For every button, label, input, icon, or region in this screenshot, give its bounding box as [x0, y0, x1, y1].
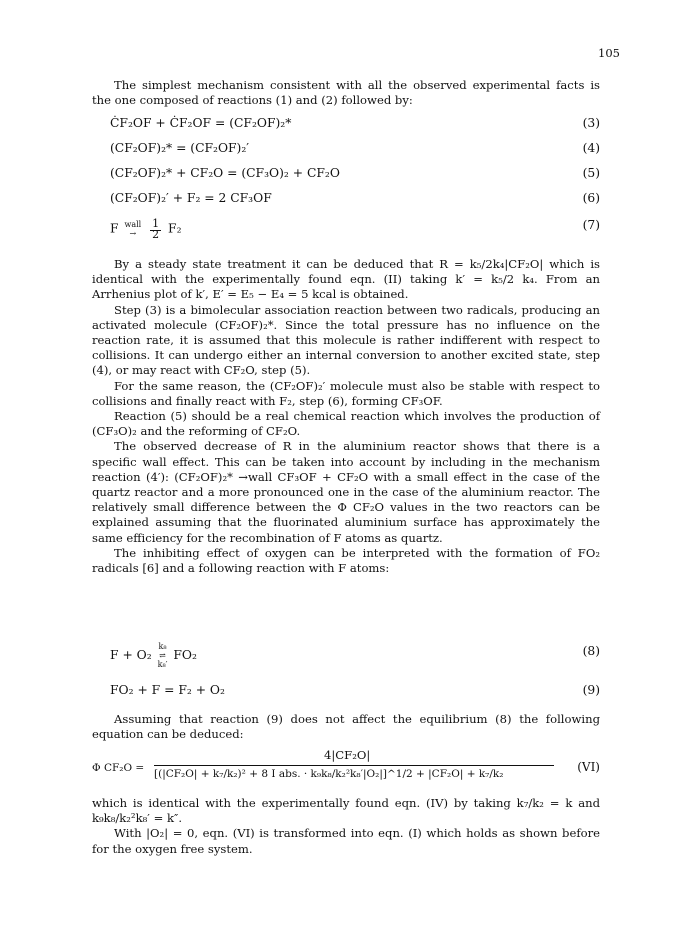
equation-vi: [92, 748, 600, 788]
wall-arrow: wall →: [124, 220, 142, 238]
reaction5-paragraph: Reaction (5) should be a real chemical reaction which involves the production of (CF₃O)₂ and the reforming of CF₂O.: [92, 409, 600, 439]
assuming-paragraph-block: [92, 712, 600, 742]
identical-paragraph: which is identical with the experimentally found eqn. (IV) by taking k₇/k₂ = k and k₉k₈/k₂²k₈′ = k″.: [92, 796, 600, 826]
reaction-3: [92, 116, 600, 134]
equation-vi-fraction-bar: [154, 765, 554, 766]
reaction-5: [92, 166, 600, 184]
reaction-8-right: FO₂: [173, 648, 197, 662]
reaction-7-frac-num: 1: [152, 217, 160, 230]
reaction-7-left: F: [110, 221, 119, 236]
equation-vi-denominator: [(|CF₂O| + k₇/k₂)² + 8 I abs. · k₉k₈/k₂²k₈′|O₂|]^1/2 + |CF₂O| + k₇/k₂: [154, 768, 504, 780]
reaction-7: [92, 214, 600, 244]
steady-state-paragraph: By a steady state treatment it can be deduced that R = k₅/2k₄|CF₂O| which is identical with the experimentally found eqn. (II) taking k′ = k₅/2 k₄. From an Arrhenius plot of k′, E′ = E₅ − E₄ = 5 kcal is obtained.: [92, 257, 600, 302]
reaction-8-k-bottom: k₈′: [157, 660, 168, 669]
reaction-7-right: F₂: [168, 221, 182, 236]
reaction-3-text: ĊF₂OF + ĊF₂OF = (CF₂OF)₂*: [110, 116, 292, 130]
step3-paragraph: Step (3) is a bimolecular association reaction between two radicals, producing an activated molecule (CF₂OF)₂*. Since the total pressure has no influence on the reaction rate, it is assumed that this molecule is rather indifferent with respect to collisions. It can undergo either an internal conversion to another excited state, step (4), or may react with CF₂O, step (5).: [92, 302, 600, 378]
with-o2-paragraph: With |O₂| = 0, eqn. (VI) is transformed into eqn. (I) which holds as shown before for the oxygen free system.: [92, 826, 600, 856]
reaction-8-k-top: k₈: [158, 642, 167, 651]
reaction-9-number: (9): [582, 683, 600, 697]
assuming-paragraph: Assuming that reaction (9) does not affect the equilibrium (8) the following equation can be deduced:: [92, 712, 600, 742]
body-paragraphs-1: [92, 257, 600, 576]
reaction-5-number: (5): [582, 166, 600, 180]
wall-arrow-label: wall: [124, 220, 142, 229]
intro-text: The simplest mechanism consistent with all the observed experimental facts is the one composed of reactions (1) and (2) followed by:: [92, 78, 600, 108]
reaction-6-number: (6): [582, 191, 600, 205]
equilibrium-arrow: k₈ ⇌ k₈′: [157, 642, 168, 669]
reaction-9: [92, 683, 600, 701]
page-number: 105: [598, 46, 620, 60]
same-reason-paragraph: For the same reason, the (CF₂OF)₂′ molecule must also be stable with respect to collisions and finally react with F₂, step (6), forming CF₃OF.: [92, 378, 600, 408]
reaction-6: [92, 191, 600, 209]
reaction-7-frac-den: 2: [152, 228, 160, 241]
reaction-4: [92, 141, 600, 159]
wall-effect-paragraph: The observed decrease of R in the aluminium reactor shows that there is a specific wall effect. This can be taken into account by including in the mechanism reaction (4′): (CF₂OF)₂* →wall CF₃OF + CF₂O with a small effect in the case of the quartz reactor and a more pronounced one in the case of the aluminium reactor. The relatively small difference between the Φ CF₂O values in the two reactors can be explained assuming that the fluorinated aluminium surface has approximately the same efficiency for the recombination of F atoms as quartz.: [92, 439, 600, 545]
equation-vi-numerator: 4|CF₂O|: [324, 748, 371, 762]
reaction-8-left: F + O₂: [110, 648, 152, 662]
oxygen-paragraph: The inhibiting effect of oxygen can be interpreted with the formation of FO₂ radicals [6] and a following reaction with F atoms:: [92, 545, 600, 576]
reaction-6-text: (CF₂OF)₂′ + F₂ = 2 CF₃OF: [110, 191, 272, 205]
reaction-9-text: FO₂ + F = F₂ + O₂: [110, 683, 225, 697]
closing-paragraphs: [92, 796, 600, 857]
reaction-4-text: (CF₂OF)₂* = (CF₂OF)₂′: [110, 141, 250, 155]
reaction-8: [92, 636, 600, 669]
reaction-4-number: (4): [582, 141, 600, 155]
equation-vi-lhs: Φ CF₂O =: [92, 762, 145, 774]
reaction-8-number: (8): [582, 644, 600, 658]
reaction-3-number: (3): [582, 116, 600, 130]
reaction-7-number: (7): [582, 218, 600, 232]
equation-vi-number: (VI): [577, 760, 600, 774]
intro-paragraph: [92, 78, 600, 108]
reaction-5-text: (CF₂OF)₂* + CF₂O = (CF₃O)₂ + CF₂O: [110, 166, 340, 180]
reaction-7-fraction: [150, 218, 161, 240]
